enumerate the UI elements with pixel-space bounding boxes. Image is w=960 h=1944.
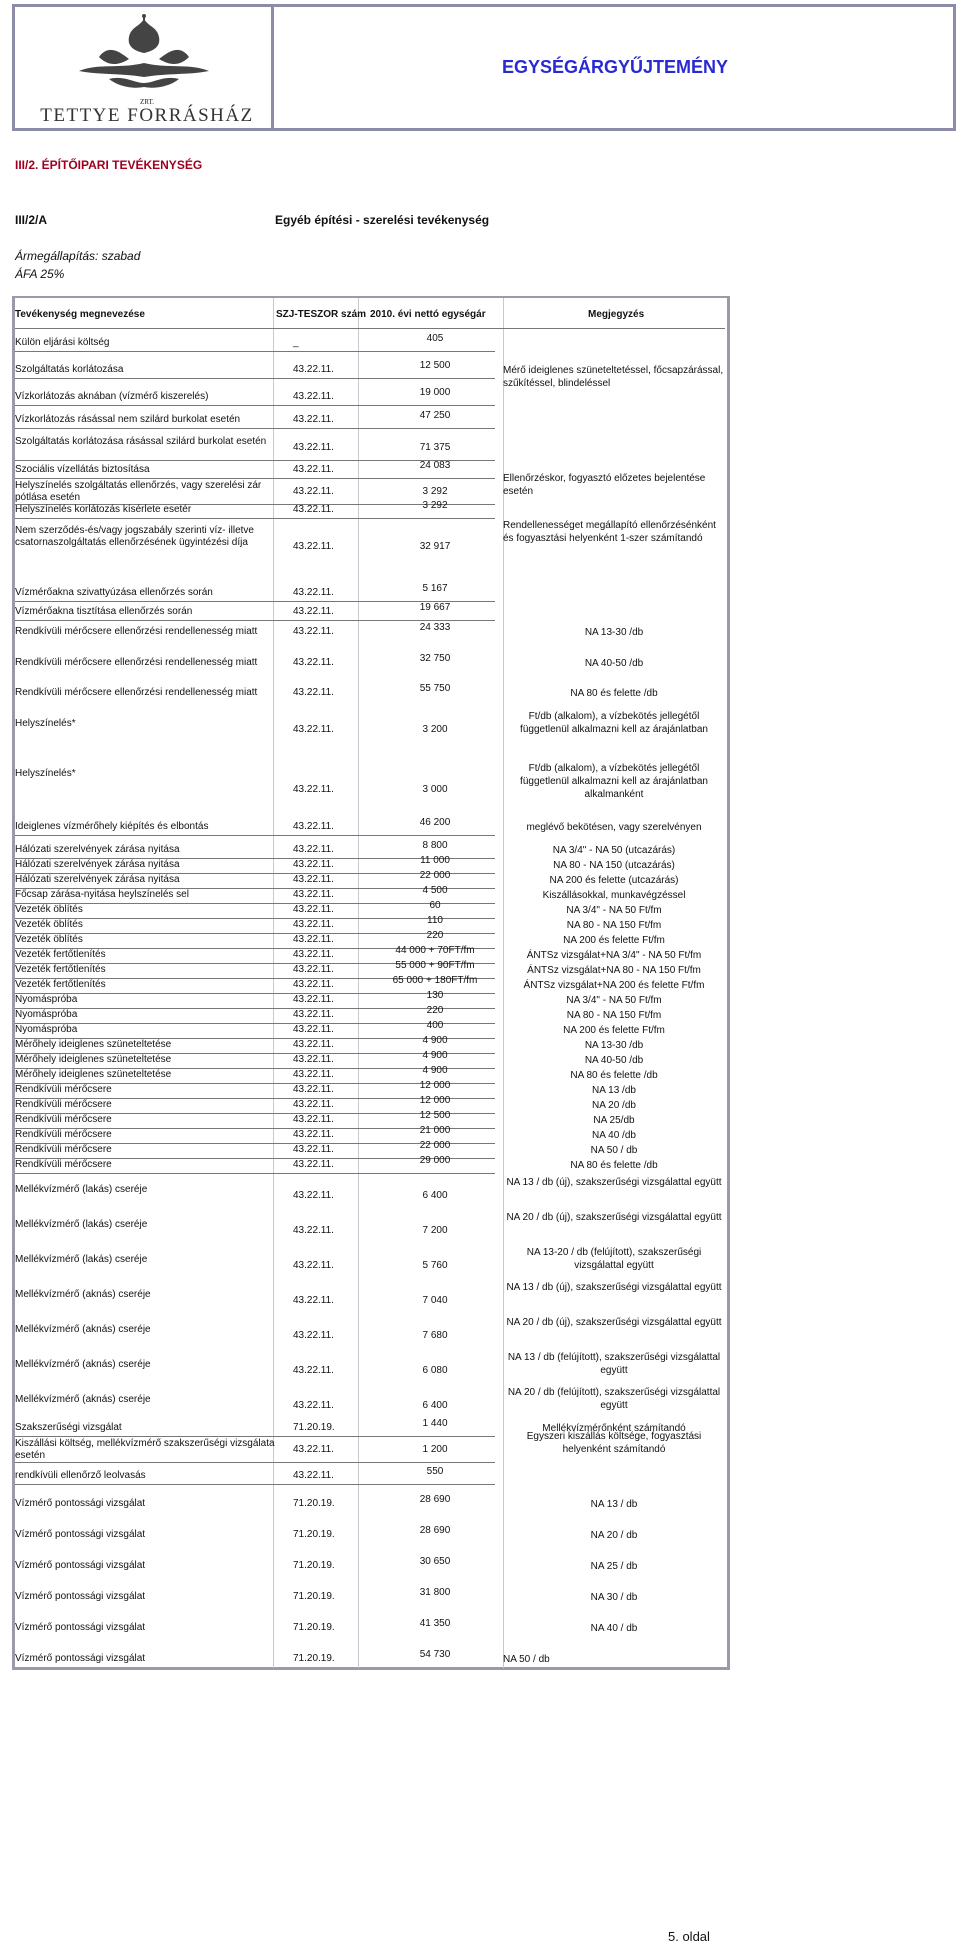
row-net-price: 7 680 bbox=[422, 1330, 448, 1341]
row-szj-code: 43.22.11. bbox=[293, 859, 334, 870]
row-szj-code: 43.22.11. bbox=[293, 874, 334, 885]
row-activity-name: Hálózati szerelvények zárása nyitása bbox=[15, 874, 180, 885]
row-activity-name: Vízmérőakna szivattyúzása ellenőrzés során bbox=[15, 587, 213, 598]
row-activity-name: Vízmérő pontossági vizsgálat bbox=[15, 1529, 146, 1540]
row-activity-name: Rendkívüli mérőcsere ellenőrzési rendellenesség miatt bbox=[15, 657, 258, 668]
row-activity-name: Ideiglenes vízmérőhely kiépítés és elbontás bbox=[15, 821, 209, 832]
row-szj-code: 43.22.11. bbox=[293, 504, 334, 515]
row-net-price: 4 900 bbox=[422, 1065, 448, 1076]
row-remark: NA 13 / db (új), szakszerűségi vizsgálattal együtt bbox=[506, 1177, 722, 1188]
row-remark: Rendellenességet megállapító ellenőrzésénként és fogyasztási helyenként 1-szer számítandó bbox=[503, 520, 716, 544]
row-remark: Mérő ideiglenes szüneteltetéssel, főcsapzárással, szűkítéssel, blindeléssel bbox=[503, 365, 724, 389]
row-remark: Ft/db (alkalom), a vízbekötés jellegétől függetlenül alkalmazni kell az árajánlatban alkalmanként bbox=[520, 763, 708, 800]
row-szj-code: 71.20.19. bbox=[293, 1529, 335, 1540]
row-szj-code: 43.22.11. bbox=[293, 1365, 334, 1376]
section-title: III/2. ÉPÍTŐIPARI TEVÉKENYSÉG bbox=[15, 158, 203, 172]
row-szj-code: 71.20.19. bbox=[293, 1653, 335, 1664]
row-szj-code: 71.20.19. bbox=[293, 1422, 335, 1433]
row-szj-code: 43.22.11. bbox=[293, 1129, 334, 1140]
header-rule bbox=[15, 328, 725, 329]
row-activity-name: Mellékvízmérő (aknás) cseréje bbox=[15, 1324, 151, 1335]
row-activity-name: Vezeték fertőtlenítés bbox=[15, 949, 106, 960]
row-activity-name: Vezeték öblítés bbox=[15, 904, 83, 915]
catalog-title: EGYSÉGÁRGYŰJTEMÉNY bbox=[501, 57, 729, 77]
row-szj-code: 43.22.11. bbox=[293, 1009, 334, 1020]
row-net-price: 21 000 bbox=[419, 1125, 451, 1136]
row-remark: NA 3/4" - NA 50 Ft/fm bbox=[566, 905, 662, 916]
row-szj-code: 43.22.11. bbox=[293, 1054, 334, 1065]
row-szj-code: 43.22.11. bbox=[293, 541, 334, 552]
row-activity-name: Helyszínelés* bbox=[15, 718, 76, 729]
row-szj-code: 43.22.11. bbox=[293, 414, 334, 425]
row-remark: NA 3/4" - NA 50 Ft/fm bbox=[566, 995, 662, 1006]
row-net-price: 130 bbox=[426, 990, 444, 1001]
row-separator bbox=[15, 1173, 495, 1174]
row-activity-name: Mérőhely ideiglenes szüneteltetése bbox=[15, 1054, 172, 1065]
row-net-price: 6 400 bbox=[422, 1190, 448, 1201]
row-net-price: 400 bbox=[426, 1020, 444, 1031]
row-szj-code: 71.20.19. bbox=[293, 1560, 335, 1571]
row-separator bbox=[15, 428, 495, 429]
vat-note: ÁFA 25% bbox=[15, 267, 65, 281]
row-szj-code: 43.22.11. bbox=[293, 1144, 334, 1155]
row-net-price: 8 800 bbox=[422, 840, 448, 851]
row-activity-name: Külön eljárási költség bbox=[15, 337, 110, 348]
row-activity-name: Helyszínelés korlátozás kísérlete esetér bbox=[15, 504, 192, 515]
row-activity-name: Rendkívüli mérőcsere bbox=[15, 1099, 112, 1110]
row-remark: NA 25/db bbox=[593, 1115, 635, 1126]
row-activity-name: Vezeték fertőtlenítés bbox=[15, 964, 106, 975]
row-szj-code: 43.22.11. bbox=[293, 442, 334, 453]
row-remark: NA 20 / db (felújított), szakszerűségi vizsgálattal együtt bbox=[507, 1387, 721, 1411]
header-price: 2010. évi nettó egységár bbox=[370, 309, 486, 320]
row-activity-name: Vezeték fertőtlenítés bbox=[15, 979, 106, 990]
row-remark: NA 25 / db bbox=[590, 1561, 638, 1572]
row-separator bbox=[15, 478, 495, 479]
row-szj-code: 43.22.11. bbox=[293, 1159, 334, 1170]
row-szj-code: 43.22.11. bbox=[293, 1470, 334, 1481]
row-activity-name: Rendkívüli mérőcsere ellenőrzési rendellenesség miatt bbox=[15, 687, 258, 698]
row-activity-name: Nyomáspróba bbox=[15, 994, 78, 1005]
row-activity-name: Főcsap zárása-nyitása heylszínelés sel bbox=[15, 889, 189, 900]
row-activity-name: Szolgáltatás korlátozása rásással szilárd burkolat esetén bbox=[15, 436, 267, 447]
row-net-price: 22 000 bbox=[419, 1140, 451, 1151]
row-remark: NA 13 / db (új), szakszerűségi vizsgálattal együtt bbox=[506, 1282, 722, 1293]
row-activity-name: Rendkívüli mérőcsere ellenőrzési rendellenesség miatt bbox=[15, 626, 258, 637]
row-activity-name: Vízmérő pontossági vizsgálat bbox=[15, 1591, 146, 1602]
row-net-price: 19 667 bbox=[419, 602, 451, 613]
row-remark: ÁNTSz vizsgálat+NA 200 és felette Ft/fm bbox=[523, 980, 705, 991]
row-remark: NA 20 / db (új), szakszerűségi vizsgálattal együtt bbox=[506, 1212, 722, 1223]
row-activity-name: Nem szerződés-és/vagy jogszabály szerinti víz- illetve csatornaszolgáltatás ellenőrzésének ügyintézési díja bbox=[15, 525, 254, 548]
row-activity-name: Vezeték öblítés bbox=[15, 934, 83, 945]
row-net-price: 3 292 bbox=[422, 500, 448, 511]
row-activity-name: Szociális vízellátás biztosítása bbox=[15, 464, 150, 475]
row-remark: NA 40 / db bbox=[590, 1623, 638, 1634]
row-szj-code: 43.22.11. bbox=[293, 1190, 334, 1201]
row-activity-name: Hálózati szerelvények zárása nyitása bbox=[15, 844, 180, 855]
row-activity-name: Nyomáspróba bbox=[15, 1024, 78, 1035]
row-net-price: 3 292 bbox=[422, 486, 448, 497]
row-net-price: 7 200 bbox=[422, 1225, 448, 1236]
row-remark: meglévő bekötésen, vagy szerelvényen bbox=[526, 822, 702, 833]
row-separator bbox=[15, 378, 495, 379]
row-net-price: 1 440 bbox=[422, 1418, 448, 1429]
row-net-price: 46 200 bbox=[419, 817, 451, 828]
row-remark: NA 13-20 / db (felújított), szakszerűségi vizsgálattal együtt bbox=[526, 1247, 702, 1271]
tettye-emblem-icon bbox=[69, 13, 219, 97]
row-separator bbox=[15, 1484, 495, 1485]
row-szj-code: 43.22.11. bbox=[293, 1069, 334, 1080]
row-net-price: 550 bbox=[426, 1466, 444, 1477]
row-activity-name: Mellékvízmérő (lakás) cseréje bbox=[15, 1219, 148, 1230]
row-remark: Mellékvízmérőnként számítandó bbox=[542, 1423, 686, 1434]
header-divider bbox=[271, 7, 274, 128]
row-remark: NA 3/4" - NA 50 (utcazárás) bbox=[552, 845, 676, 856]
row-activity-name: Helyszínelés szolgáltatás ellenőrzés, vagy szerelési zár pótlása esetén bbox=[15, 480, 262, 503]
row-szj-code: 43.22.11. bbox=[293, 919, 334, 930]
row-activity-name: Vízmérő pontossági vizsgálat bbox=[15, 1653, 146, 1664]
row-szj-code: 43.22.11. bbox=[293, 587, 334, 598]
row-remark: Ft/db (alkalom), a vízbekötés jellegétől függetlenül alkalmazni kell az árajánlatban bbox=[520, 711, 708, 735]
row-activity-name: Vízmérő pontossági vizsgálat bbox=[15, 1560, 146, 1571]
row-szj-code: 43.22.11. bbox=[293, 994, 334, 1005]
row-szj-code: 43.22.11. bbox=[293, 844, 334, 855]
row-net-price: 31 800 bbox=[419, 1587, 451, 1598]
row-net-price: 1 200 bbox=[422, 1444, 448, 1455]
row-net-price: 29 000 bbox=[419, 1155, 451, 1166]
row-separator bbox=[15, 351, 495, 352]
row-net-price: 5 167 bbox=[422, 583, 448, 594]
row-remark: ÁNTSz vizsgálat+NA 80 - NA 150 Ft/fm bbox=[527, 965, 701, 976]
row-net-price: 4 500 bbox=[422, 885, 448, 896]
row-remark: ÁNTSz vizsgálat+NA 3/4" - NA 50 Ft/fm bbox=[526, 950, 702, 961]
row-net-price: 4 900 bbox=[422, 1050, 448, 1061]
row-activity-name: Vízkorlátozás rásással nem szilárd burkolat esetén bbox=[15, 414, 241, 425]
row-activity-name: Vízmérő pontossági vizsgálat bbox=[15, 1498, 146, 1509]
row-activity-name: Rendkívüli mérőcsere bbox=[15, 1114, 112, 1125]
row-activity-name: Hálózati szerelvények zárása nyitása bbox=[15, 859, 180, 870]
row-remark: NA 30 / db bbox=[590, 1592, 638, 1603]
row-szj-code: 43.22.11. bbox=[293, 1225, 334, 1236]
row-net-price: 24 333 bbox=[419, 622, 451, 633]
row-net-price: 220 bbox=[426, 1005, 444, 1016]
activity-name: Egyéb építési - szerelési tevékenység bbox=[275, 213, 490, 227]
logo-wordmark: TETTYE FORRÁSHÁZ bbox=[40, 105, 254, 126]
row-net-price: 55 750 bbox=[419, 683, 451, 694]
row-remark: Ellenőrzéskor, fogyasztó előzetes bejelentése esetén bbox=[503, 473, 706, 497]
row-szj-code: 71.20.19. bbox=[293, 1622, 335, 1633]
row-activity-name: Helyszínelés* bbox=[15, 768, 76, 779]
section-code: III/2/A bbox=[15, 213, 48, 227]
row-szj-code: 43.22.11. bbox=[293, 364, 334, 375]
document-header bbox=[12, 4, 956, 131]
row-net-price: 12 500 bbox=[419, 1110, 451, 1121]
row-szj-code: 71.20.19. bbox=[293, 1498, 335, 1509]
row-activity-name: Rendkívüli mérőcsere bbox=[15, 1144, 112, 1155]
row-remark: NA 20 / db bbox=[590, 1530, 638, 1541]
page-number: 5. oldal bbox=[668, 1929, 710, 1944]
row-remark: NA 200 és felette Ft/fm bbox=[563, 1025, 665, 1036]
row-net-price: 60 bbox=[429, 900, 441, 911]
row-szj-code: 43.22.11. bbox=[293, 1039, 334, 1050]
row-szj-code: 43.22.11. bbox=[293, 784, 334, 795]
row-szj-code: 43.22.11. bbox=[293, 979, 334, 990]
row-net-price: 47 250 bbox=[419, 410, 451, 421]
row-szj-code: 43.22.11. bbox=[293, 1444, 334, 1455]
row-net-price: 12 000 bbox=[419, 1080, 451, 1091]
logo-subtitle: ZRT. bbox=[139, 98, 155, 106]
row-remark: NA 40-50 /db bbox=[584, 1055, 644, 1066]
header-note: Megjegyzés bbox=[588, 309, 645, 320]
row-remark: NA 13 /db bbox=[592, 1085, 636, 1096]
row-szj-code: 43.22.11. bbox=[293, 1084, 334, 1095]
row-szj-code: 43.22.11. bbox=[293, 1099, 334, 1110]
row-szj-code: 43.22.11. bbox=[293, 934, 334, 945]
row-net-price: 4 900 bbox=[422, 1035, 448, 1046]
row-net-price: 405 bbox=[426, 333, 444, 344]
row-activity-name: Rendkívüli mérőcsere bbox=[15, 1129, 112, 1140]
header-name: Tevékenység megnevezése bbox=[15, 309, 145, 320]
row-activity-name: Mellékvízmérő (lakás) cseréje bbox=[15, 1254, 148, 1265]
row-remark: NA 13-30 /db bbox=[584, 1040, 644, 1051]
row-net-price: 12 500 bbox=[419, 360, 451, 371]
row-net-price: 110 bbox=[427, 915, 443, 926]
row-net-price: 32 917 bbox=[419, 541, 451, 552]
row-szj-code: 43.22.11. bbox=[293, 904, 334, 915]
row-net-price: 24 083 bbox=[419, 460, 451, 471]
row-szj-code: 43.22.11. bbox=[293, 657, 334, 668]
row-net-price: 54 730 bbox=[419, 1649, 451, 1660]
row-activity-name: Mérőhely ideiglenes szüneteltetése bbox=[15, 1039, 172, 1050]
row-net-price: 3 200 bbox=[422, 724, 448, 735]
row-remark: NA 20 /db bbox=[592, 1100, 636, 1111]
header-szj: SZJ-TESZOR szám bbox=[276, 309, 367, 320]
row-net-price: 11 000 bbox=[420, 855, 450, 866]
row-remark: NA 80 - NA 150 (utcazárás) bbox=[553, 860, 675, 871]
row-net-price: 30 650 bbox=[419, 1556, 451, 1567]
row-remark: NA 80 és felette /db bbox=[570, 1160, 658, 1171]
row-net-price: 220 bbox=[426, 930, 444, 941]
row-szj-code: 43.22.11. bbox=[293, 949, 334, 960]
row-remark: NA 40 /db bbox=[592, 1130, 636, 1141]
row-activity-name: Mérőhely ideiglenes szüneteltetése bbox=[15, 1069, 172, 1080]
row-remark: NA 200 és felette (utcazárás) bbox=[549, 875, 679, 886]
row-remark: NA 80 és felette /db bbox=[570, 1070, 658, 1081]
row-activity-name: Mellékvízmérő (lakás) cseréje bbox=[15, 1184, 148, 1195]
row-net-price: 6 400 bbox=[422, 1400, 448, 1411]
row-net-price: 44 000 + 70FT/fm bbox=[395, 945, 475, 956]
row-activity-name: Szolgáltatás korlátozása bbox=[15, 364, 124, 375]
row-szj-code: 43.22.11. bbox=[293, 606, 334, 617]
row-net-price: 6 080 bbox=[422, 1365, 448, 1376]
price-setting-note: Ármegállapítás: szabad bbox=[15, 249, 141, 263]
row-net-price: 12 000 bbox=[419, 1095, 451, 1106]
row-activity-name: Mellékvízmérő (aknás) cseréje bbox=[15, 1359, 151, 1370]
row-szj-code: 43.22.11. bbox=[293, 464, 334, 475]
row-net-price: 41 350 bbox=[419, 1618, 451, 1629]
company-logo bbox=[29, 13, 265, 127]
row-szj-code: 71.20.19. bbox=[293, 1591, 335, 1602]
row-separator bbox=[15, 620, 495, 621]
row-remark: NA 40-50 /db bbox=[584, 658, 644, 669]
row-separator bbox=[15, 405, 495, 406]
row-net-price: 32 750 bbox=[419, 653, 451, 664]
row-net-price: 55 000 + 90FT/fm bbox=[395, 960, 475, 971]
row-szj-code: 43.22.11. bbox=[293, 1260, 334, 1271]
row-remark: NA 13 / db bbox=[590, 1499, 638, 1510]
row-szj-code: 43.22.11. bbox=[293, 486, 334, 497]
row-activity-name: Vezeték öblítés bbox=[15, 919, 83, 930]
row-szj-code: 43.22.11. bbox=[293, 687, 334, 698]
row-activity-name: Mellékvízmérő (aknás) cseréje bbox=[15, 1289, 151, 1300]
row-separator bbox=[15, 518, 495, 519]
row-szj-code: 43.22.11. bbox=[293, 626, 334, 637]
row-net-price: 71 375 bbox=[419, 442, 451, 453]
row-szj-code: 43.22.11. bbox=[293, 1024, 334, 1035]
row-remark: NA 20 / db (új), szakszerűségi vizsgálattal együtt bbox=[506, 1317, 722, 1328]
row-net-price: 28 690 bbox=[419, 1494, 451, 1505]
row-remark: NA 50 / db bbox=[590, 1145, 638, 1156]
row-net-price: 5 760 bbox=[422, 1260, 448, 1271]
row-remark: NA 80 - NA 150 Ft/fm bbox=[566, 920, 662, 931]
row-activity-name: Szakszerűségi vizsgálat bbox=[15, 1422, 122, 1433]
row-activity-name: Rendkívüli mérőcsere bbox=[15, 1159, 112, 1170]
row-activity-name: Mellékvízmérő (aknás) cseréje bbox=[15, 1394, 151, 1405]
row-szj-code: 43.22.11. bbox=[293, 724, 334, 735]
row-szj-code: 43.22.11. bbox=[293, 964, 334, 975]
row-remark: NA 13 / db (felújított), szakszerűségi vizsgálattal együtt bbox=[507, 1352, 721, 1376]
row-szj-code: 43.22.11. bbox=[293, 821, 334, 832]
row-net-price: 7 040 bbox=[422, 1295, 448, 1306]
row-remark: Kiszállásokkal, munkavégzéssel bbox=[542, 890, 686, 901]
row-separator bbox=[15, 835, 495, 836]
row-net-price: 3 000 bbox=[422, 784, 448, 795]
row-remark: NA 80 - NA 150 Ft/fm bbox=[566, 1010, 662, 1021]
row-szj-code: 43.22.11. bbox=[293, 1400, 334, 1411]
row-remark: NA 80 és felette /db bbox=[570, 688, 658, 699]
row-net-price: 65 000 + 180FT/fm bbox=[392, 975, 478, 986]
row-szj-code: 43.22.11. bbox=[293, 1114, 334, 1125]
row-szj-code: 43.22.11. bbox=[293, 1330, 334, 1341]
row-activity-name: Nyomáspróba bbox=[15, 1009, 78, 1020]
row-remark: Egyszeri kiszállás költsége, fogyasztási helyenként számítandó bbox=[526, 1431, 702, 1455]
row-remark: NA 50 / db bbox=[503, 1654, 550, 1665]
row-activity-name: Vízmérőakna tisztítása ellenőrzés során bbox=[15, 606, 193, 617]
row-activity-name: Vízmérő pontossági vizsgálat bbox=[15, 1622, 146, 1633]
row-szj-code: 43.22.11. bbox=[293, 1295, 334, 1306]
row-separator bbox=[15, 1462, 495, 1463]
row-activity-name: rendkívüli ellenőrző leolvasás bbox=[15, 1470, 146, 1481]
row-activity-name: Vízkorlátozás aknában (vízmérő kiszerelés) bbox=[15, 391, 209, 402]
row-activity-name: Kiszállási költség, mellékvízmérő szakszerűségi vizsgálata esetén bbox=[15, 1438, 275, 1461]
row-remark: NA 200 és felette Ft/fm bbox=[563, 935, 665, 946]
row-separator bbox=[15, 1436, 495, 1437]
row-net-price: 28 690 bbox=[419, 1525, 451, 1536]
row-szj-code: _ bbox=[293, 337, 299, 348]
row-remark: NA 13-30 /db bbox=[584, 627, 644, 638]
row-szj-code: 43.22.11. bbox=[293, 889, 334, 900]
row-net-price: 19 000 bbox=[419, 387, 451, 398]
row-activity-name: Rendkívüli mérőcsere bbox=[15, 1084, 112, 1095]
row-net-price: 22 000 bbox=[419, 870, 451, 881]
row-szj-code: 43.22.11. bbox=[293, 391, 334, 402]
